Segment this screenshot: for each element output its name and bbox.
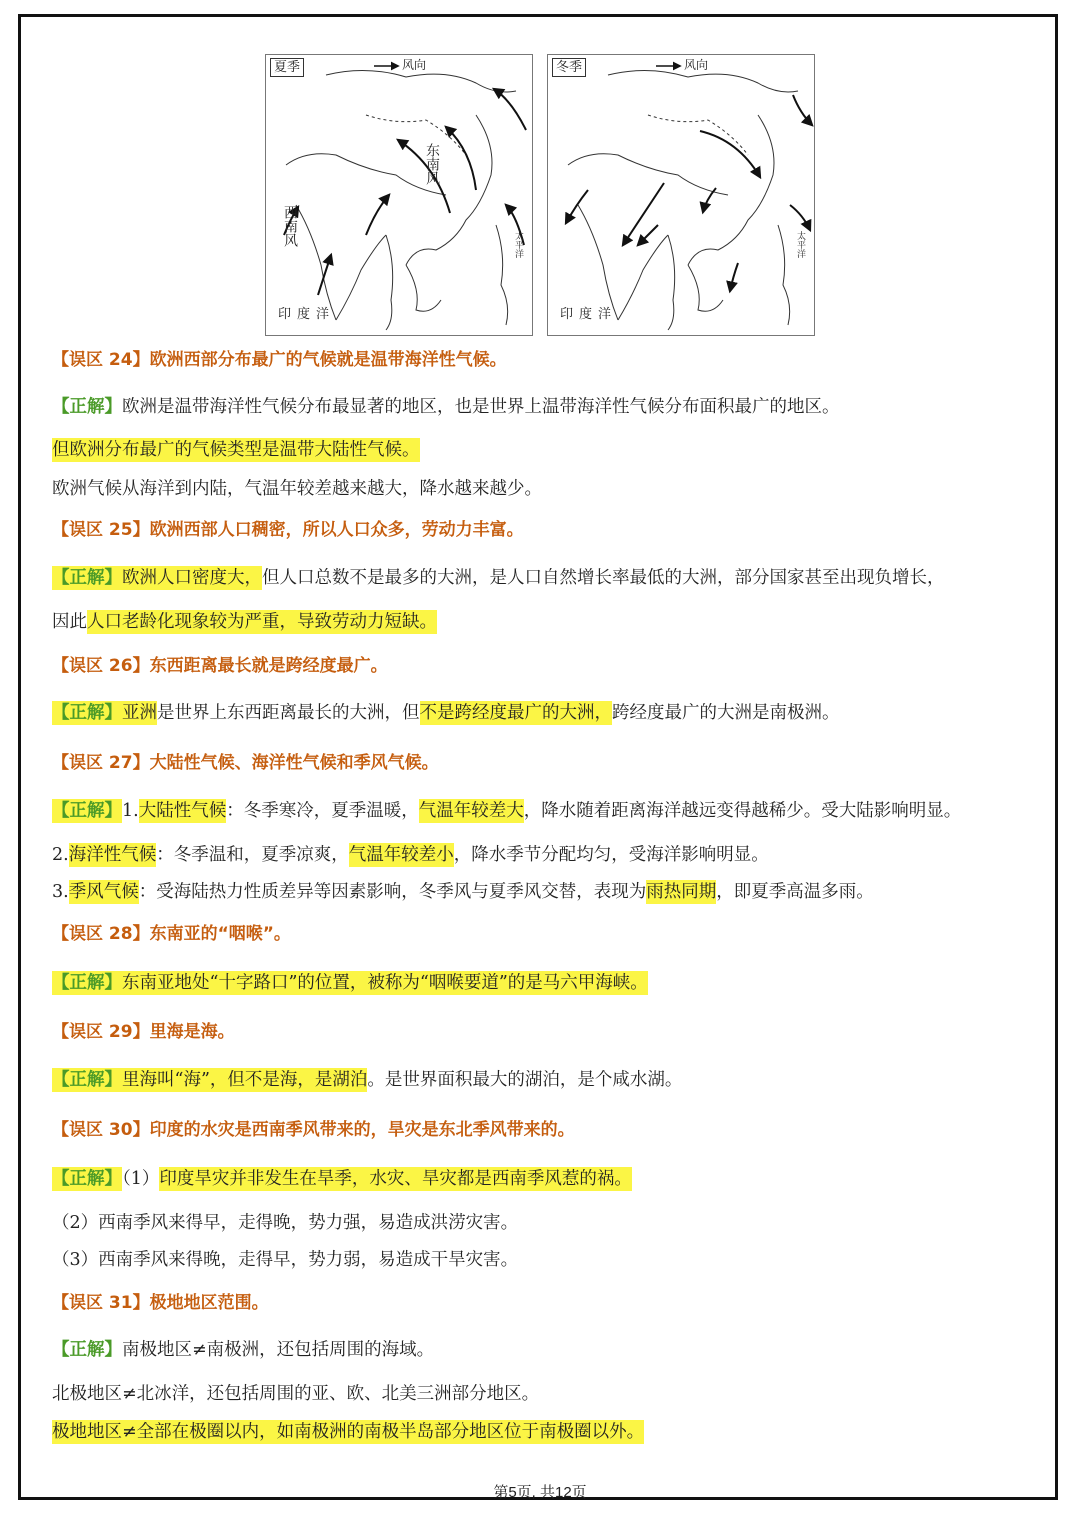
winter-coast-sea <box>688 265 723 311</box>
highlight-text: 气温年较差大 <box>418 801 524 821</box>
winter-monsoon-map <box>547 54 815 336</box>
winter-wind-arrow-7 <box>790 205 810 230</box>
winter-wind-arrow-2 <box>793 95 812 125</box>
correction-tag: 【正解】 <box>52 1340 122 1360</box>
highlight-text: 人口老龄化现象较为严重，导致劳动力短缺。 <box>87 612 437 632</box>
correction-31-line1 <box>52 1338 1040 1362</box>
correction-text: 1. <box>122 801 139 821</box>
correction-tag: 【正解】 <box>52 1169 122 1189</box>
correction-24-line3: 欧洲气候从海洋到内陆，气温年较差越来越大，降水越来越少。 <box>52 479 542 499</box>
winter-wind-arrow-8 <box>730 263 738 291</box>
correction-text: 2. <box>52 845 69 865</box>
correction-30-line3: （3）西南季风来得晚，走得早，势力弱，易造成干旱灾害。 <box>52 1250 519 1270</box>
correction-text: ：冬季温和，夏季凉爽， <box>156 845 349 865</box>
highlight-text: 雨热同期 <box>646 882 717 902</box>
correction-25-line1 <box>52 566 1040 590</box>
correction-tag: 【正解】 <box>52 973 122 993</box>
summer-coast-indochina <box>386 235 393 330</box>
correction-text: 。是世界面积最大的湖泊，是个咸水湖。 <box>367 1070 683 1090</box>
summer-monsoon-map <box>265 54 533 336</box>
summer-islands <box>496 225 508 325</box>
summer-map-drawing <box>266 55 532 335</box>
correction-text: ，即夏季高温多雨。 <box>716 882 874 902</box>
correction-24-line2 <box>52 438 1040 462</box>
winter-wind-arrow-4 <box>623 183 664 245</box>
correction-24-line1 <box>52 395 1040 419</box>
summer-wind-arrow-2 <box>446 127 476 190</box>
winter-indian-ocean-label: 印度洋 <box>560 307 618 322</box>
summer-coast-india-west <box>296 205 336 320</box>
correction-tag: 【正解】 <box>52 703 122 723</box>
winter-river <box>648 115 748 155</box>
correction-text: 跨经度最广的大洲是南极洲。 <box>612 703 840 723</box>
highlight-text: 不是跨经度最广的大洲， <box>419 703 612 723</box>
error-25-heading: 【误区 25】欧洲西部人口稠密，所以人口众多，劳动力丰富。 <box>52 520 524 540</box>
summer-coast-india-east <box>336 235 386 320</box>
correction-25-line2 <box>52 610 1040 634</box>
highlight-text: 气温年较差小 <box>348 845 454 865</box>
summer-coast-sea <box>406 265 441 311</box>
error-28-heading: 【误区 28】东南亚的“咽喉”。 <box>52 924 291 944</box>
error-31-heading: 【误区 31】极地地区范围。 <box>52 1293 269 1313</box>
winter-wind-arrow-1 <box>700 131 760 177</box>
correction-text: 3. <box>52 882 69 902</box>
correction-text: 是世界上东西距离最长的大洲，但 <box>157 703 420 723</box>
correction-31-line3 <box>52 1420 1040 1444</box>
winter-map-drawing <box>548 55 814 335</box>
winter-border-himalaya <box>568 154 728 195</box>
correction-text: ，降水季节分配均匀，受海洋影响明显。 <box>453 845 769 865</box>
correction-tag: 【正解】 <box>52 801 122 821</box>
winter-islands <box>778 225 790 325</box>
summer-coast-east <box>406 115 492 265</box>
winter-coast-east <box>688 115 774 265</box>
summer-legend-label: 风向 <box>402 58 427 72</box>
summer-indian-ocean-label: 印度洋 <box>278 307 336 322</box>
winter-legend-label: 风向 <box>684 58 709 72</box>
page-number: 第5页, 共12页 <box>493 1484 587 1501</box>
winter-wind-arrow-6 <box>638 225 658 245</box>
summer-border-north <box>326 70 516 92</box>
summer-wind-arrow-3 <box>494 89 526 130</box>
highlight-text: 东南亚地处“十字路口”的位置，被称为“咽喉要道”的是马六甲海峡。 <box>122 973 648 993</box>
summer-southwest-wind-label: 西南风 <box>282 205 298 247</box>
correction-27-line1 <box>52 799 1040 823</box>
correction-text: 但人口总数不是最多的大洲，是人口自然增长率最低的大洲，部分国家甚至出现负增长， <box>262 568 945 588</box>
correction-text: ：冬季寒冷，夏季温暖， <box>226 801 419 821</box>
error-29-heading: 【误区 29】里海是海。 <box>52 1022 235 1042</box>
error-26-heading: 【误区 26】东西距离最长就是跨经度最广。 <box>52 656 388 676</box>
highlight-text: 海洋性气候 <box>68 845 157 865</box>
winter-border-north <box>608 70 798 92</box>
correction-28-line1 <box>52 971 1040 995</box>
correction-27-line3 <box>52 880 1040 904</box>
summer-season-label: 夏季 <box>270 58 304 77</box>
correction-tag: 【正解】 <box>52 1070 122 1090</box>
summer-pacific-label: 太平洋 <box>513 231 523 258</box>
correction-29-line1 <box>52 1068 1040 1092</box>
highlight-text: 亚洲 <box>122 703 157 723</box>
highlight-text: 但欧洲分布最广的气候类型是温带大陆性气候。 <box>52 440 420 460</box>
highlight-text: 里海叫“海”，但不是海，是湖泊 <box>122 1070 368 1090</box>
correction-tag: 【正解】 <box>52 568 122 588</box>
winter-coast-india-east <box>618 235 668 320</box>
winter-coast-indochina <box>668 235 675 330</box>
correction-text: 因此 <box>52 612 87 632</box>
correction-30-line2: （2）西南季风来得早，走得晚，势力强，易造成洪涝灾害。 <box>52 1213 519 1233</box>
correction-text: 南极地区≠南极洲，还包括周围的海域。 <box>122 1340 435 1360</box>
error-24-heading: 【误区 24】欧洲西部分布最广的气候就是温带海洋性气候。 <box>52 350 507 370</box>
highlight-text: 季风气候 <box>68 882 139 902</box>
summer-river <box>366 115 466 155</box>
error-27-heading: 【误区 27】大陆性气候、海洋性气候和季风气候。 <box>52 753 439 773</box>
summer-southeast-wind-label: 东南风 <box>424 143 440 185</box>
correction-30-line1 <box>52 1167 1040 1191</box>
highlight-text: 欧洲人口密度大， <box>122 568 262 588</box>
summer-wind-arrow-5 <box>366 195 389 235</box>
correction-text: 欧洲是温带海洋性气候分布最显著的地区，也是世界上温带海洋性气候分布面积最广的地区。 <box>122 397 840 417</box>
correction-27-line2 <box>52 843 1040 867</box>
correction-text: ，降水随着距离海洋越远变得越稀少。受大陆影响明显。 <box>523 801 962 821</box>
correction-text: ：受海陆热力性质差异等因素影响，冬季风与夏季风交替，表现为 <box>138 882 647 902</box>
correction-tag: 【正解】 <box>52 397 122 417</box>
winter-season-label: 冬季 <box>552 58 586 77</box>
winter-pacific-label: 太平洋 <box>795 231 805 258</box>
winter-wind-arrow-3 <box>703 188 716 212</box>
highlight-text: 极地地区≠全部在极圈以内，如南极洲的南极半岛部分地区位于南极圈以外。 <box>52 1422 645 1442</box>
highlight-text: 大陆性气候 <box>138 801 227 821</box>
error-30-heading: 【误区 30】印度的水灾是西南季风带来的，旱灾是东北季风带来的。 <box>52 1120 575 1140</box>
correction-text: （1） <box>122 1169 160 1189</box>
correction-26-line1 <box>52 701 1040 725</box>
correction-31-line2: 北极地区≠北冰洋，还包括周围的亚、欧、北美三洲部分地区。 <box>52 1384 540 1404</box>
highlight-text: 印度旱灾并非发生在旱季，水灾、旱灾都是西南季风惹的祸。 <box>159 1169 632 1189</box>
winter-coast-india-west <box>578 205 618 320</box>
